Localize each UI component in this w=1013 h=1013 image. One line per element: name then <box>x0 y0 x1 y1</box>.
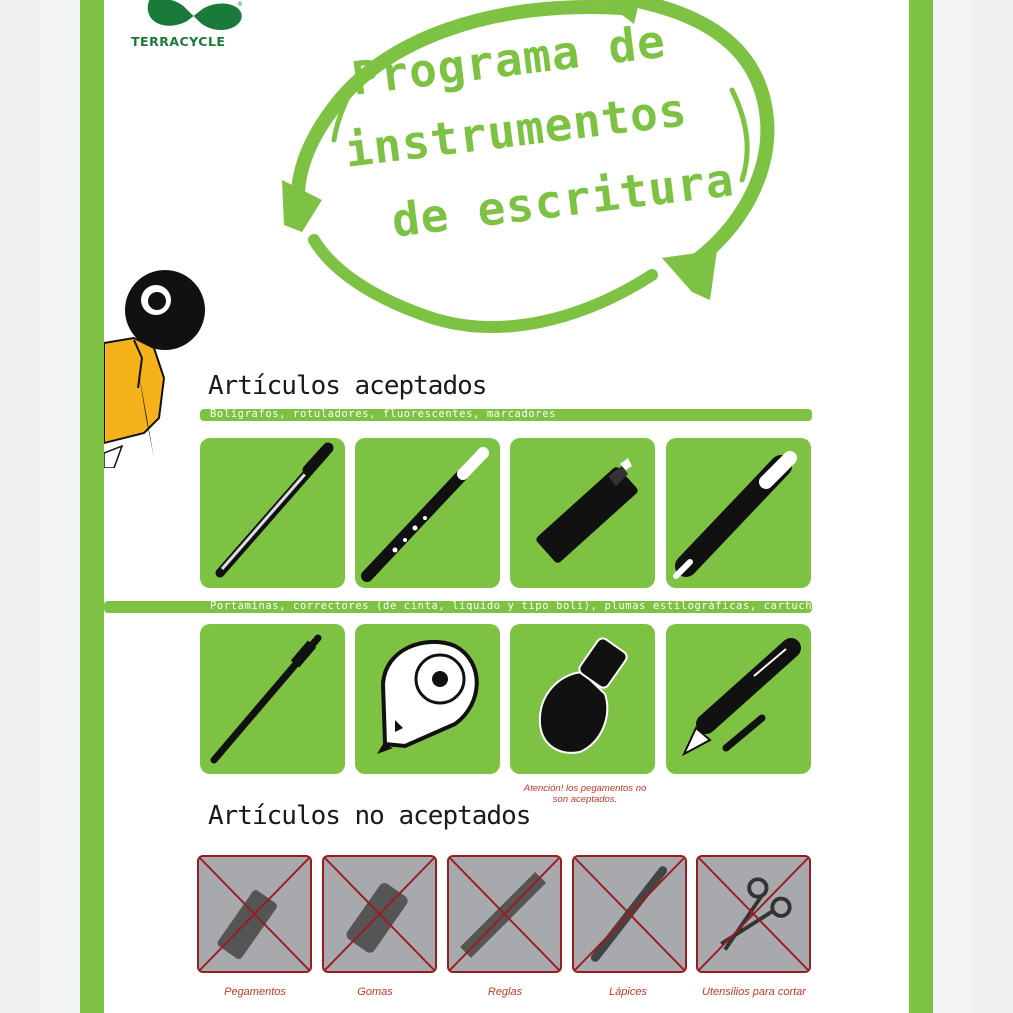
title-line-2: instrumentos <box>341 82 691 178</box>
tile-correction-fluid <box>510 624 655 774</box>
glue-stick-icon <box>199 857 310 971</box>
title-line-1: Programa de <box>348 13 669 106</box>
accepted-heading: Artículos aceptados <box>208 371 487 401</box>
category-caption-1: Bolígrafos, rotuladores, fluorescentes, marcadores <box>210 408 557 420</box>
ballpoint-pen-icon <box>200 438 345 588</box>
tile-marker <box>666 438 811 588</box>
correction-fluid-icon <box>510 624 655 774</box>
tile-correction-tape <box>355 624 500 774</box>
brand-name: TERRACYCLE <box>131 34 226 49</box>
highlighter-icon <box>510 438 655 588</box>
marker-icon <box>666 438 811 588</box>
category-caption-2: Portaminas, correctores (de cinta, líquido y tipo boli), plumas estilográficas, cartuchos <box>210 600 827 612</box>
not-accepted-heading: Artículos no aceptados <box>208 801 531 831</box>
tile-mechanical-pencil <box>200 624 345 774</box>
mechanical-pencil-icon <box>200 624 345 774</box>
fountain-pen-icon <box>666 624 811 774</box>
rejected-label-pencil: Lápices <box>609 986 647 998</box>
pencil-icon <box>574 857 685 971</box>
title-line-3: de escritura <box>388 152 738 248</box>
glue-warning-note: Atención! los pegamentos no son aceptados. <box>523 783 647 805</box>
rejected-label-ruler: Reglas <box>487 986 523 998</box>
rejected-label-glue: Pegamentos <box>224 986 286 998</box>
rejected-tile-scissors <box>696 855 811 973</box>
trademark-mark: ® <box>237 1 243 8</box>
eraser-icon <box>324 857 435 971</box>
rejected-tile-eraser <box>322 855 437 973</box>
correction-tape-icon <box>355 624 500 774</box>
rejected-tile-ruler <box>447 855 562 973</box>
tile-fountain-pen <box>666 624 811 774</box>
tile-highlighter <box>510 438 655 588</box>
felt-tip-pen-icon <box>355 438 500 588</box>
right-green-border <box>909 0 933 1013</box>
mascot-illustration <box>104 268 214 468</box>
tile-ballpoint-pen <box>200 438 345 588</box>
rejected-label-eraser: Gomas <box>357 986 393 998</box>
ruler-icon <box>449 857 560 971</box>
left-green-border <box>80 0 104 1013</box>
rejected-tile-glue <box>197 855 312 973</box>
rejected-tile-pencil <box>572 855 687 973</box>
rejected-label-scissors: Utensilios para cortar <box>702 986 806 998</box>
scissors-icon <box>698 857 809 971</box>
tile-felt-tip-pen <box>355 438 500 588</box>
